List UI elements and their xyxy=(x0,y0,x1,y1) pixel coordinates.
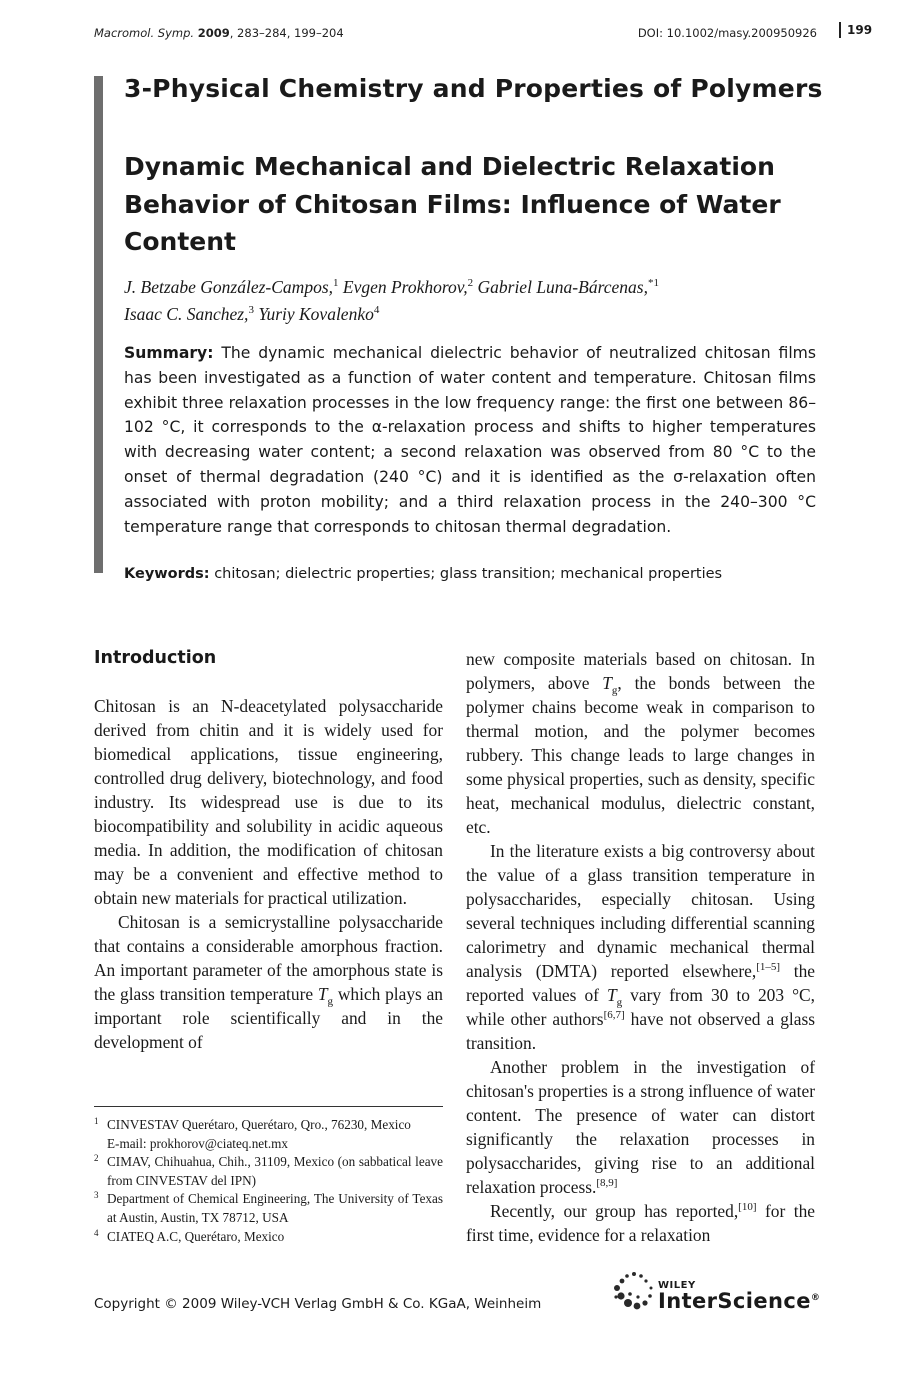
author-name: Isaac C. Sanchez, xyxy=(124,303,249,324)
running-header-citation xyxy=(94,26,344,40)
journal-year: 2009 xyxy=(197,26,230,40)
paragraph: new composite materials based on chitosan. In polymers, above $T_g$, the bonds between the polymer chains become weak in comparison to thermal motion, and the polymer becomes rubbery. This change leads to large changes in some physical properties, such as density, specific heat, mechanical modulus, dielectric constant, etc. xyxy=(466,649,815,837)
right-column-body xyxy=(466,647,815,1247)
author-affiliation-mark: 4 xyxy=(373,303,380,316)
footnote: 2 CIMAV, Chihuahua, Chih., 31109, Mexico (on sabbatical leave from CINVESTAV del IPN) xyxy=(94,1153,443,1188)
keywords xyxy=(124,566,824,582)
wiley-interscience-logo xyxy=(608,1266,823,1316)
article-title xyxy=(124,148,824,261)
copyright-notice: Copyright © 2009 Wiley-VCH Verlag GmbH & Co. KGaA, Weinheim xyxy=(94,1296,542,1312)
logo-wiley-text: WILEY xyxy=(658,1280,696,1291)
author-affiliation-mark: 3 xyxy=(248,303,254,316)
citation-ref[interactable]: [10] xyxy=(738,1201,757,1214)
abstract-summary xyxy=(124,341,816,539)
author-name: J. Betzabe González-Campos, xyxy=(124,276,334,297)
journal-name: Macromol. Symp. xyxy=(94,26,195,40)
paragraph: Chitosan is an N-deacetylated polysaccharide derived from chitin and it is widely used for biomedical applications, tissue engineering, controlled drug delivery, biotechnology, and food industry. Its widespread use is due to its biocompatibility and solubility in acidic aqueous media. In addition, the modification of chitosan may be a convenient and effective method to obtain new materials for practical utilization. xyxy=(94,696,443,908)
globe-dots-icon xyxy=(608,1266,656,1314)
author-affiliation-mark: 2 xyxy=(467,277,474,289)
title-line: Content xyxy=(124,227,236,256)
introduction-heading: Introduction xyxy=(94,648,217,668)
paragraph: Another problem in the investigation of chitosan's properties is a strong influence of water content. The presence of water can distort significantly the relaxation processes in polysaccharides, giving rise to an additional relaxation process.[8,9] xyxy=(466,1057,815,1197)
author-name: Yuriy Kovalenko xyxy=(258,303,374,324)
author-name: Evgen Prokhorov, xyxy=(342,276,468,297)
corresponding-email[interactable]: E-mail: prokhorov@ciateq.net.mx xyxy=(107,1135,288,1151)
footnote: 4 CIATEQ A.C, Querétaro, Mexico xyxy=(94,1227,285,1244)
citation-ref[interactable]: [6,7] xyxy=(603,1009,625,1022)
summary-label: Summary: xyxy=(124,344,214,362)
paragraph: In the literature exists a big controversy about the value of a glass transition temperature in polysaccharides, especially chitosan. Using several techniques including differential scanning calorimetry and dynamic mechanical thermal analysis (DMTA) reported elsewhere,[1–5] the reported values of $T_g$ vary from 30 to 203 °C, while other authors[6,7] have not observed a glass transition. xyxy=(466,841,815,1053)
keywords-label: Keywords: xyxy=(124,566,210,582)
keywords-text: chitosan; dielectric properties; glass transition; mechanical properties xyxy=(214,566,723,582)
summary-text: The dynamic mechanical dielectric behavior of neutralized chitosan films has been investigated as a function of water content and temperature. Chitosan films exhibit three relaxation processes in the low frequency range: the first one between 86–102 °C, it corresponds to the α-relaxation process and shifts to higher temperatures with decreasing water content; a second relaxation was observed from 80 °C to the onset of thermal degradation (240 °C) and it is identified as the σ-relaxation often associated with proton mobility; and a third relaxation process in the 240–300 °C temperature range that corresponds to chitosan thermal degradation. xyxy=(124,344,816,536)
abstract-side-bar xyxy=(94,76,103,573)
author-list xyxy=(124,272,824,326)
title-line: Dynamic Mechanical and Dielectric Relaxation xyxy=(124,152,775,181)
section-heading: 3-Physical Chemistry and Properties of Polymers xyxy=(124,74,823,103)
author-name: Gabriel Luna-Bárcenas, xyxy=(477,276,648,297)
citation-ref[interactable]: [1–5] xyxy=(756,961,781,974)
volume-pages: , 283–284, 199–204 xyxy=(229,26,344,40)
footnote: 3 Department of Chemical Engineering, The University of Texas at Austin, Austin, TX 78712, USA xyxy=(94,1190,443,1225)
page-number: 199 xyxy=(839,22,872,38)
paragraph: Chitosan is a semicrystalline polysaccharide that contains a considerable amorphous fraction. An important parameter of the amorphous state is the glass transition temperature $T_g$ which plays an important role scientifically and in the development of xyxy=(94,912,443,1052)
author-affiliation-mark: 1 xyxy=(333,277,339,289)
footnote: 1 CINVESTAV Querétaro, Querétaro, Qro., 76230, Mexico E-mail: prokhorov@ciateq.net.mx xyxy=(94,1116,411,1151)
title-line: Behavior of Chitosan Films: Influence of Water xyxy=(124,189,781,219)
footnote-rule xyxy=(94,1106,443,1107)
author-affiliation-mark: *1 xyxy=(647,277,659,289)
citation-ref[interactable]: [8,9] xyxy=(596,1177,618,1190)
affiliation-footnotes xyxy=(94,1116,443,1246)
doi[interactable]: DOI: 10.1002/masy.200950926 xyxy=(637,26,817,40)
left-column-body xyxy=(94,694,443,1054)
paragraph: Recently, our group has reported,[10] for the first time, evidence for a relaxation xyxy=(466,1201,815,1245)
logo-interscience-text: InterScience® xyxy=(658,1289,821,1313)
